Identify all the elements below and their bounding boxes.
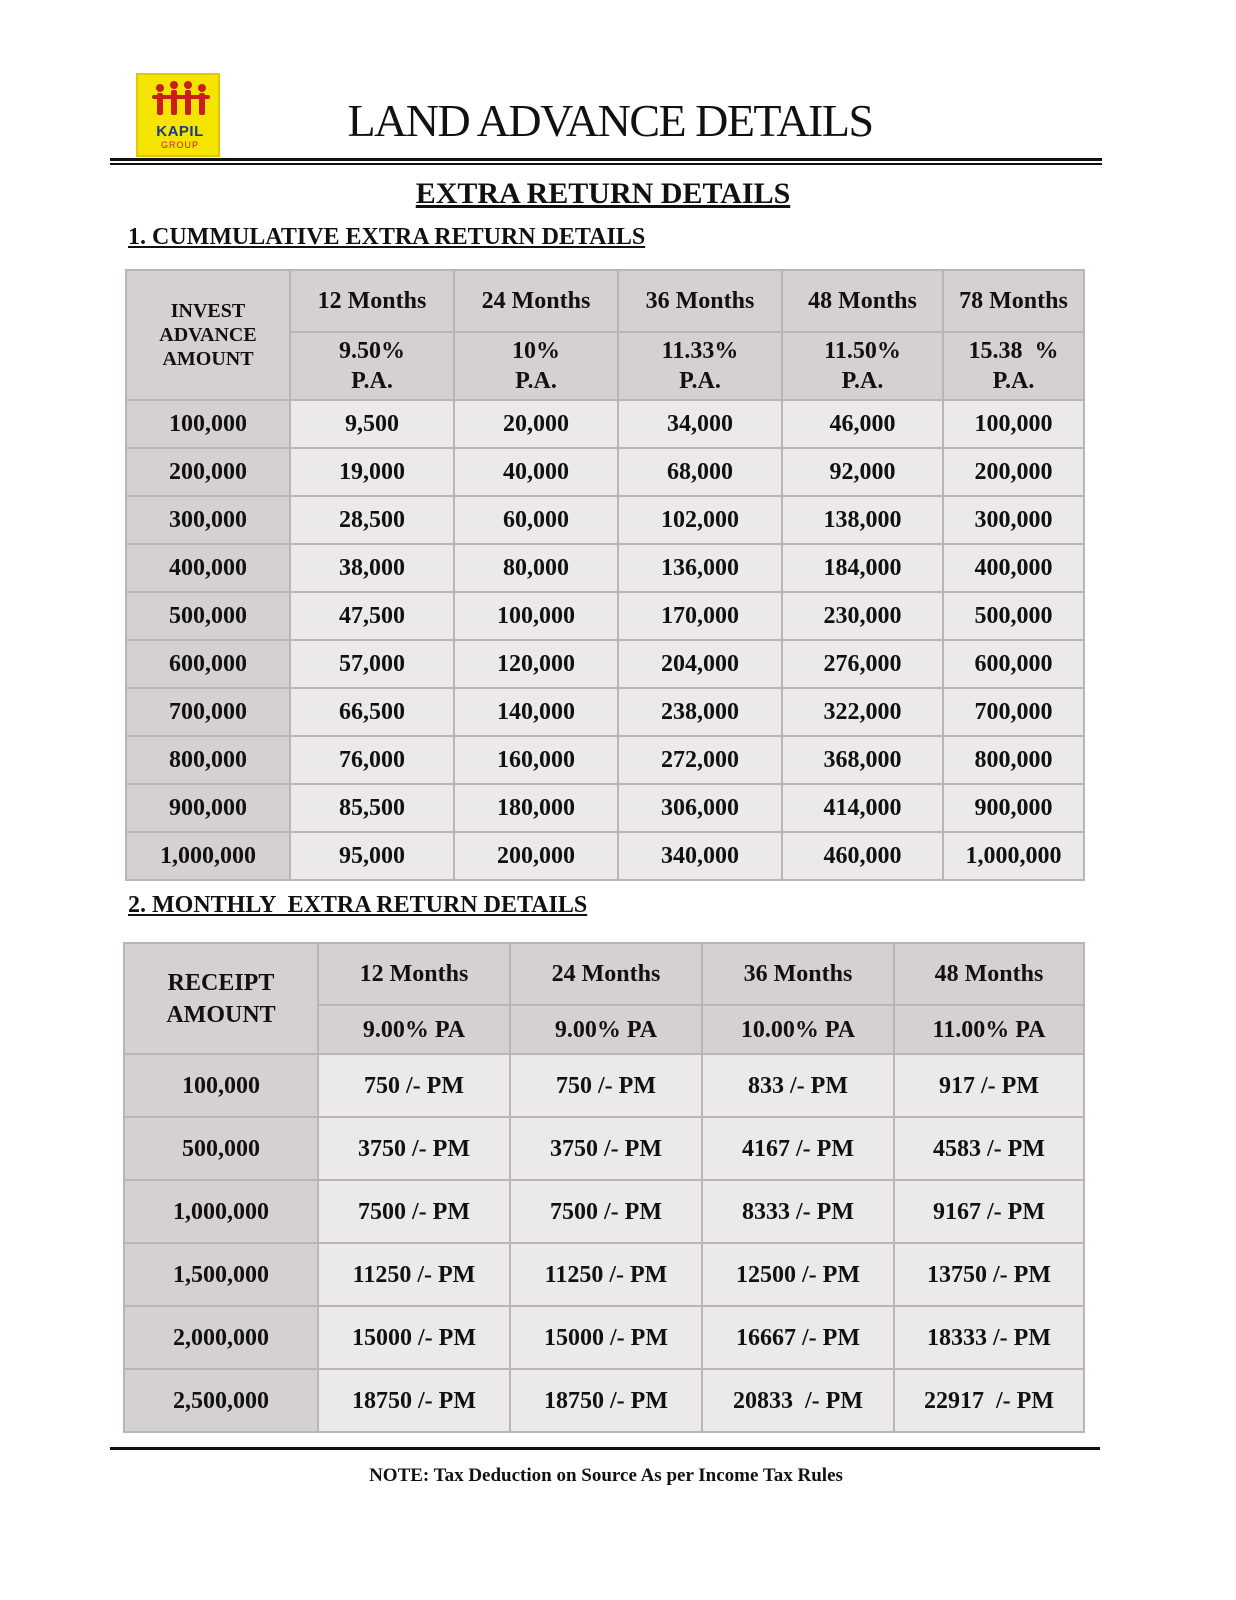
- table-row: [126, 640, 1084, 688]
- return-cell: 4167 /- PM: [702, 1117, 894, 1180]
- return-cell: 917 /- PM: [894, 1054, 1084, 1117]
- amount-cell: 900,000: [126, 784, 290, 832]
- return-cell: 20,000: [454, 400, 618, 448]
- amount-cell: 500,000: [126, 592, 290, 640]
- return-cell: 3750 /- PM: [318, 1117, 510, 1180]
- corner-line: INVEST: [170, 300, 246, 322]
- corner-header: [124, 943, 318, 1054]
- return-cell: 600,000: [943, 640, 1084, 688]
- return-cell: 11250 /- PM: [510, 1243, 702, 1306]
- period-header: 48 Months: [894, 943, 1084, 1005]
- return-cell: 238,000: [618, 688, 782, 736]
- return-cell: 18750 /- PM: [510, 1369, 702, 1432]
- rate-unit: P.A.: [351, 368, 393, 394]
- rate-value: 11.50%: [824, 338, 901, 364]
- return-cell: 60,000: [454, 496, 618, 544]
- return-cell: 40,000: [454, 448, 618, 496]
- return-cell: 138,000: [782, 496, 943, 544]
- return-cell: 833 /- PM: [702, 1054, 894, 1117]
- return-cell: 22917 /- PM: [894, 1369, 1084, 1432]
- period-header: 24 Months: [510, 943, 702, 1005]
- return-cell: 120,000: [454, 640, 618, 688]
- rate-unit: P.A.: [679, 368, 721, 394]
- return-cell: 272,000: [618, 736, 782, 784]
- return-cell: 460,000: [782, 832, 943, 880]
- amount-cell: 1,000,000: [124, 1180, 318, 1243]
- return-cell: 8333 /- PM: [702, 1180, 894, 1243]
- table-row: [126, 832, 1084, 880]
- amount-cell: 600,000: [126, 640, 290, 688]
- return-cell: 750 /- PM: [318, 1054, 510, 1117]
- cumulative-table-body: [126, 400, 1084, 880]
- period-header: 48 Months: [782, 270, 943, 332]
- rate-header: 10.00% PA: [702, 1005, 894, 1054]
- return-cell: 9167 /- PM: [894, 1180, 1084, 1243]
- return-cell: 340,000: [618, 832, 782, 880]
- return-cell: 750 /- PM: [510, 1054, 702, 1117]
- return-cell: 95,000: [290, 832, 454, 880]
- return-cell: 160,000: [454, 736, 618, 784]
- return-cell: 85,500: [290, 784, 454, 832]
- corner-line: AMOUNT: [162, 348, 254, 370]
- amount-cell: 100,000: [124, 1054, 318, 1117]
- return-cell: 66,500: [290, 688, 454, 736]
- period-header: 36 Months: [618, 270, 782, 332]
- monthly-table-body: [124, 1054, 1084, 1432]
- period-header: 78 Months: [943, 270, 1084, 332]
- return-cell: 300,000: [943, 496, 1084, 544]
- return-cell: 57,000: [290, 640, 454, 688]
- return-cell: 140,000: [454, 688, 618, 736]
- return-cell: 18750 /- PM: [318, 1369, 510, 1432]
- amount-cell: 2,000,000: [124, 1306, 318, 1369]
- table-row: [126, 496, 1084, 544]
- return-cell: 200,000: [454, 832, 618, 880]
- return-cell: 306,000: [618, 784, 782, 832]
- return-cell: 170,000: [618, 592, 782, 640]
- page-subtitle: EXTRA RETURN DETAILS: [415, 177, 791, 210]
- return-cell: 92,000: [782, 448, 943, 496]
- table-row: [124, 1054, 1084, 1117]
- rate-value: 10%: [512, 338, 560, 364]
- return-cell: 100,000: [454, 592, 618, 640]
- return-cell: 76,000: [290, 736, 454, 784]
- return-cell: 500,000: [943, 592, 1084, 640]
- table-row: [126, 400, 1084, 448]
- return-cell: 414,000: [782, 784, 943, 832]
- table-row: [126, 544, 1084, 592]
- rate-value: 9.50%: [339, 338, 405, 364]
- rate-header: 9.00% PA: [510, 1005, 702, 1054]
- return-cell: 368,000: [782, 736, 943, 784]
- return-cell: 700,000: [943, 688, 1084, 736]
- return-cell: 19,000: [290, 448, 454, 496]
- rate-value: 11.33%: [661, 338, 739, 364]
- return-cell: 322,000: [782, 688, 943, 736]
- return-cell: 184,000: [782, 544, 943, 592]
- title-divider: [110, 158, 1102, 161]
- period-header: 12 Months: [290, 270, 454, 332]
- rate-header: [290, 332, 454, 400]
- return-cell: 16667 /- PM: [702, 1306, 894, 1369]
- footer-divider: [110, 1447, 1100, 1450]
- return-cell: 46,000: [782, 400, 943, 448]
- return-cell: 3750 /- PM: [510, 1117, 702, 1180]
- title-divider-thin: [110, 163, 1102, 165]
- return-cell: 1,000,000: [943, 832, 1084, 880]
- amount-cell: 700,000: [126, 688, 290, 736]
- amount-cell: 200,000: [126, 448, 290, 496]
- rate-unit: P.A.: [841, 368, 884, 394]
- monthly-return-table: [123, 942, 1085, 1433]
- return-cell: 4583 /- PM: [894, 1117, 1084, 1180]
- table-row: [124, 1243, 1084, 1306]
- return-cell: 80,000: [454, 544, 618, 592]
- return-cell: 11250 /- PM: [318, 1243, 510, 1306]
- return-cell: 7500 /- PM: [510, 1180, 702, 1243]
- amount-cell: 400,000: [126, 544, 290, 592]
- tax-note: NOTE: Tax Deduction on Source As per Income Tax Rules: [369, 1465, 843, 1486]
- period-header: 36 Months: [702, 943, 894, 1005]
- table-row: [126, 784, 1084, 832]
- return-cell: 204,000: [618, 640, 782, 688]
- return-cell: 180,000: [454, 784, 618, 832]
- logo-group-text: GROUP: [160, 140, 199, 150]
- rate-unit: P.A.: [992, 368, 1035, 394]
- return-cell: 102,000: [618, 496, 782, 544]
- corner-line: ADVANCE: [159, 324, 257, 346]
- return-cell: 9,500: [290, 400, 454, 448]
- amount-cell: 1,500,000: [124, 1243, 318, 1306]
- period-header: 12 Months: [318, 943, 510, 1005]
- people-figures-icon: [138, 75, 222, 125]
- return-cell: 400,000: [943, 544, 1084, 592]
- corner-header: [126, 270, 290, 400]
- return-cell: 136,000: [618, 544, 782, 592]
- return-cell: 800,000: [943, 736, 1084, 784]
- rate-value: 15.38 %: [968, 338, 1059, 364]
- return-cell: 13750 /- PM: [894, 1243, 1084, 1306]
- return-cell: 230,000: [782, 592, 943, 640]
- amount-cell: 500,000: [124, 1117, 318, 1180]
- table-row: [124, 1369, 1084, 1432]
- return-cell: 100,000: [943, 400, 1084, 448]
- return-cell: 15000 /- PM: [318, 1306, 510, 1369]
- amount-cell: 100,000: [126, 400, 290, 448]
- rate-header: [782, 332, 943, 400]
- rate-header: [618, 332, 782, 400]
- table-row: [126, 736, 1084, 784]
- return-cell: 34,000: [618, 400, 782, 448]
- cumulative-return-table: [125, 269, 1085, 881]
- corner-line: AMOUNT: [166, 1001, 276, 1028]
- page-title: LAND ADVANCE DETAILS: [347, 95, 873, 146]
- period-header: 24 Months: [454, 270, 618, 332]
- kapil-group-logo: [136, 73, 220, 157]
- corner-line: RECEIPT: [167, 969, 275, 996]
- table-row: [124, 1180, 1084, 1243]
- return-cell: 12500 /- PM: [702, 1243, 894, 1306]
- return-cell: 7500 /- PM: [318, 1180, 510, 1243]
- rate-header: [943, 332, 1084, 400]
- logo-kapil-text: KAPIL: [156, 123, 204, 140]
- table-row: [126, 688, 1084, 736]
- return-cell: 900,000: [943, 784, 1084, 832]
- return-cell: 68,000: [618, 448, 782, 496]
- table-row: [124, 1117, 1084, 1180]
- monthly-section-title: 2. MONTHLY EXTRA RETURN DETAILS: [128, 892, 588, 918]
- amount-cell: 2,500,000: [124, 1369, 318, 1432]
- rate-header: 9.00% PA: [318, 1005, 510, 1054]
- amount-cell: 800,000: [126, 736, 290, 784]
- return-cell: 276,000: [782, 640, 943, 688]
- return-cell: 200,000: [943, 448, 1084, 496]
- table-row: [126, 448, 1084, 496]
- return-cell: 28,500: [290, 496, 454, 544]
- amount-cell: 1,000,000: [126, 832, 290, 880]
- return-cell: 20833 /- PM: [702, 1369, 894, 1432]
- return-cell: 38,000: [290, 544, 454, 592]
- table-row: [126, 592, 1084, 640]
- return-cell: 47,500: [290, 592, 454, 640]
- cumulative-section-title: 1. CUMMULATIVE EXTRA RETURN DETAILS: [128, 224, 646, 250]
- amount-cell: 300,000: [126, 496, 290, 544]
- return-cell: 15000 /- PM: [510, 1306, 702, 1369]
- return-cell: 18333 /- PM: [894, 1306, 1084, 1369]
- rate-header: 11.00% PA: [894, 1005, 1084, 1054]
- rate-unit: P.A.: [515, 368, 557, 394]
- table-row: [124, 1306, 1084, 1369]
- rate-header: [454, 332, 618, 400]
